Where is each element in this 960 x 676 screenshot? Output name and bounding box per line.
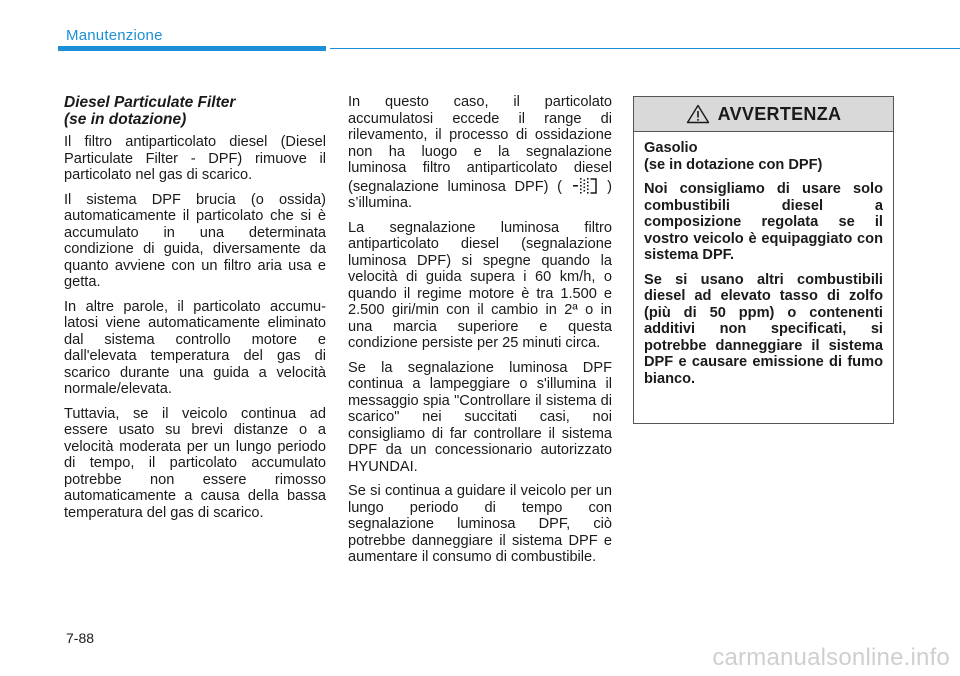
page-number: 7-88 xyxy=(66,630,95,646)
section-heading xyxy=(64,94,326,128)
left-paragraph-4: Tuttavia, se il veicolo continua ad essere usato su brevi distanze o a velocità moderata per un lungo periodo di tempo, il particolato accumulato potrebbe non essere rimosso automaticamente a causa della bassa temperatura del gas di scarico. xyxy=(64,405,326,521)
middle-paragraph-4: Se si continua a guidare il veicolo per un lungo periodo di tempo con segnalazione luminosa DPF, ciò potrebbe danneggiare il sistema DPF e aumentare il consumo di combustibile. xyxy=(348,483,612,565)
left-paragraph-2: Il sistema DPF brucia (o ossida) automaticamente il particolato che si è accumulato in una determinata condizione di guida, diversamente da quanto avviene con un filtro aria usa e getta. xyxy=(64,191,326,290)
warning-paragraph-1: Noi consigliamo di usare solo combustibili diesel a composizione regolata se il vostro veicolo è equipaggiato con sistema DPF. xyxy=(644,181,883,263)
middle-paragraph-3: Se la segnalazione luminosa DPF continua a lampeggiare o s'illumina il messaggio spia "Controllare il sistema di scarico" nei succitati casi, noi consigliamo di far controllare il sistema DPF da un concessionario autorizzato HYUNDAI. xyxy=(348,359,612,475)
warning-box xyxy=(633,96,894,424)
left-paragraph-1: Il filtro antiparticolato diesel (Diesel Particulate Filter - DPF) rimuove il particolato nel gas di scarico. xyxy=(64,134,326,183)
warning-triangle-icon xyxy=(686,104,710,124)
middle-paragraph-1-end: ) s’illumina. xyxy=(348,178,612,211)
left-paragraph-3: In altre parole, il particolato accumu-latosi viene automaticamente eliminato dal sistema controllo motore e dall'elevata temperatura del gas di scarico durante una guida a velocità normale/elevata. xyxy=(64,298,326,397)
dpf-warning-light-icon xyxy=(571,177,599,195)
left-column xyxy=(64,94,326,529)
header-rule-thick xyxy=(58,46,326,51)
warning-header xyxy=(634,97,893,132)
middle-paragraph-2: La segnalazione luminosa filtro antiparticolato diesel (segnalazione luminosa DPF) si spegne quando la velocità di guida supera i 60 km/h, o quando il regime motore è tra 1.500 e 2.500 giri/min con il cambio in 2ª o in una marcia superiore e questa condizione persiste per 25 minuti circa. xyxy=(348,219,612,351)
middle-paragraph-1 xyxy=(348,94,612,212)
warning-body xyxy=(634,132,893,387)
section-title: Manutenzione xyxy=(66,27,163,44)
middle-paragraph-1-start: In questo caso, il particolato accumulatosi eccede il range di rilevamento, il processo di ossidazione non ha luogo e la segnalazione luminosa filtro antiparticolato diesel (segnalazione luminosa DPF) ( xyxy=(348,94,612,195)
warning-subtitle xyxy=(644,140,883,173)
warning-subtitle-line-1: Gasolio xyxy=(644,140,698,156)
warning-title: AVVERTENZA xyxy=(717,103,842,124)
heading-line-2: (se in dotazione) xyxy=(64,111,187,128)
header-rule-thin xyxy=(330,48,960,49)
heading-line-1: Diesel Particulate Filter xyxy=(64,94,236,111)
middle-column xyxy=(348,94,612,574)
warning-subtitle-line-2: (se in dotazione con DPF) xyxy=(644,156,823,173)
warning-paragraph-2: Se si usano altri combustibili diesel ad elevato tasso di zolfo (più di 50 ppm) o contenenti additivi non specificati, si potrebbe danneggiare il sistema DPF e causare emissione di fumo bianco. xyxy=(644,271,883,387)
watermark: carmanualsonline.info xyxy=(712,644,950,671)
